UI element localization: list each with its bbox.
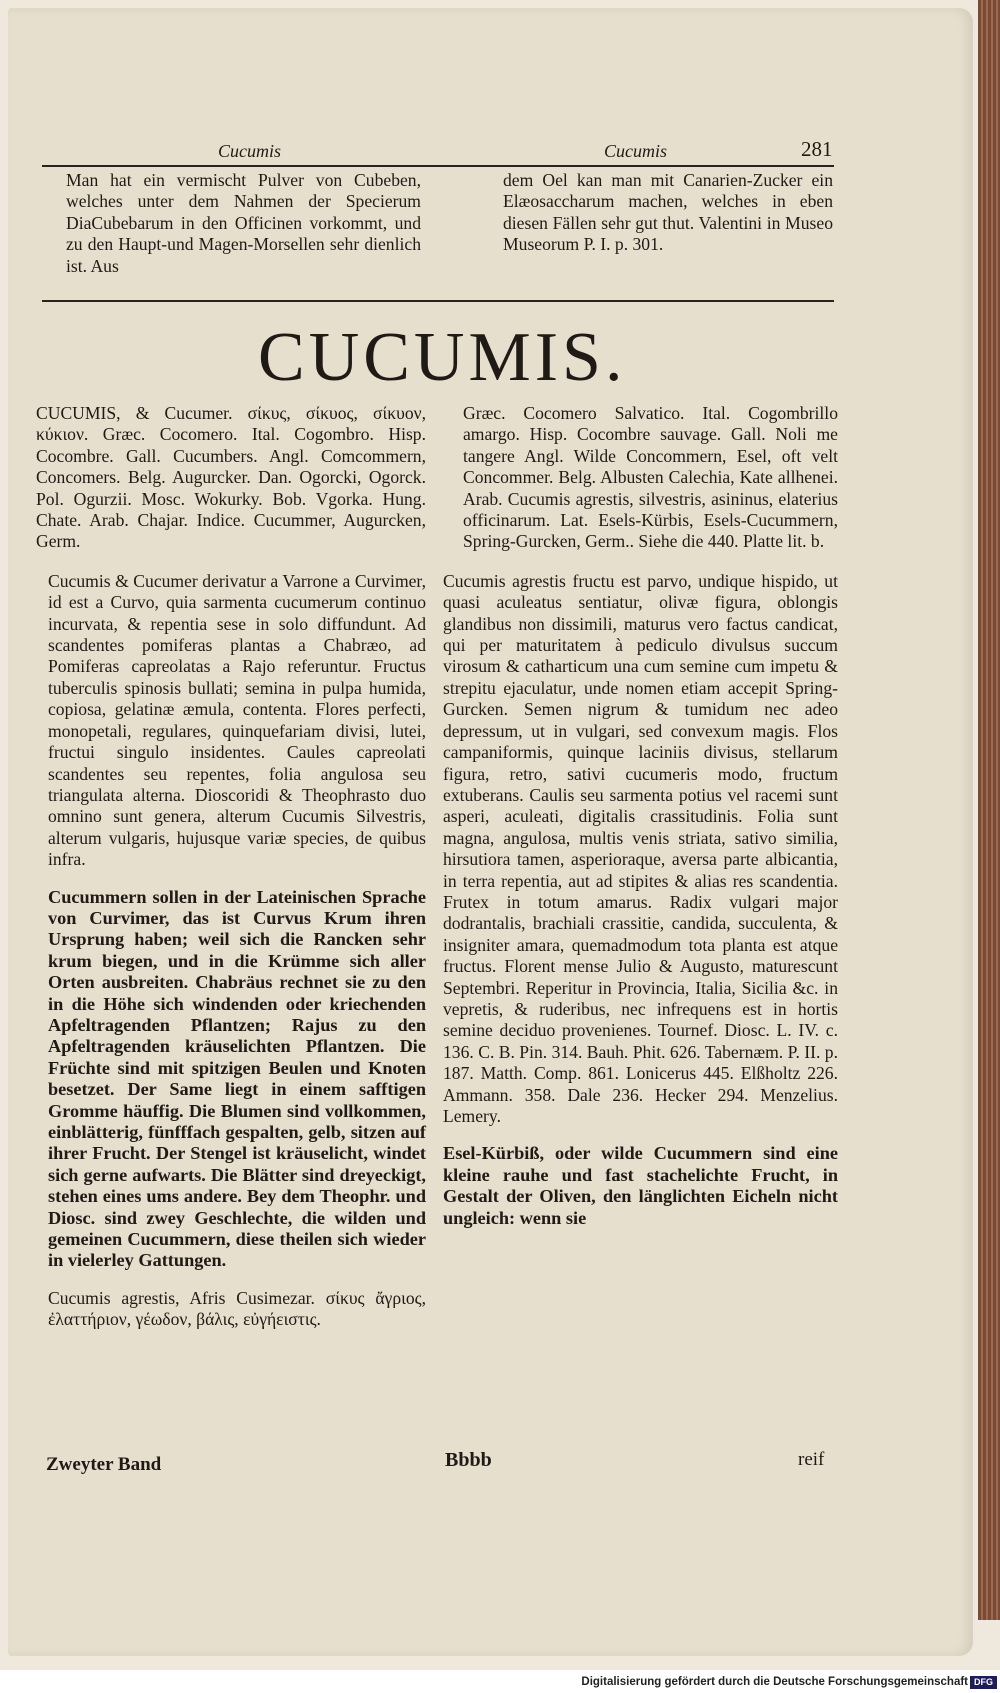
catchword: reif xyxy=(798,1449,825,1470)
agrestis-heading-paragraph: Cucumis agrestis, Afris Cusimezar. σίκυς ἄγριος, ἐλαττήριον, γέωδον, βάλις, εὐγήειστις. xyxy=(48,1287,426,1330)
page-number: 281 xyxy=(801,137,833,161)
top-right-paragraph xyxy=(503,170,833,256)
description-latin-paragraph: Cucumis agrestis fructu est parvo, undique hispido, ut quasi aculeatus sentiatur, olivæ figura, oblongis glandibus non dissimili, maturus vero factus candicat, qui per maturitatem à pediculo divulsus succum virosum & catharticum una cum semine cum impetu & strepitu ejaculatur, unde nomen etiam accepit Spring-Gurcken. Semen nigrum & tumidum nec adeo depressum, ut in vulgari, sed convexum magis. Flos campaniformis, quinque laciniis divisus, stellarum figura, retro, sativi cucumeris modo, fructum extuberans. Caulis seu sarmenta potius vel racemi sunt asperi, aculeati, digitalis crassitudinis. Folia sunt magna, angulosa, multis venis striata, sativo similia, hirsutiora tamen, asperioraque, aversa parte albicantia, in terra repentia, aut ad stipites & alias res scandentia. Frutex in totum amarus. Radix vulgari major dodrantalis, brachiali crassitie, candida, succulenta, & insigniter amara, quemadmodum tota planta est atque fructus. Florent mense Julio & Augusto, maturescunt Septembri. Reperitur in Provincia, Italia, Sicilia &c. in vepretis, & ruderibus, nec infrequens est in hortis semine deciduo provenienes. Tournef. Diosc. L. IV. c. 136. C. B. Pin. 314. Bauh. Phit. 626. Tabernæm. P. II. p. 187. Matth. Comp. 861. Lonicerus 445. Elßholtz 226. Ammann. 358. Dale 236. Hecker 294. Menzelius. Lemery. xyxy=(443,570,838,1126)
book-spine xyxy=(978,0,1000,1620)
digitization-footer xyxy=(0,1672,1000,1693)
header-rule xyxy=(42,165,834,167)
etymology-latin-paragraph: Cucumis & Cucumer derivatur a Varrone a Curvimer, id est a Curvo, quia sarmenta cucumerum continuo incurvata, & repentia sese in solo diffundunt. Ad scandentes pomiferas plantas a Chabræo, ad Pomiferas capreolatas a Rajo referuntur. Fructus tuberculis spinosis bullati; semina in pulpa humida, copiosa, gelatinæ æmula, contenta. Flores perfecti, monopetali, regulares, quinquefariam divisi, lutei, fructui singulo insidentes. Caules capreolati scandentes seu repentes, folia angulosa seu triangulata alterna. Dioscoridi & Theophrasto duo omnino sunt genera, alterum Cucumis Silvestris, alterum vulgaris, hujusque variæ species, de quibus infra. xyxy=(48,570,426,870)
volume-signature: Zweyter Band xyxy=(46,1454,162,1475)
synonyms-continued-paragraph: Græc. Cocomero Salvatico. Ital. Cogombrillo amargo. Hisp. Cocombre sauvage. Gall. Noli me tangere Angl. Wilde Concommern, Esel, oft velt Concommer. Belg. Albusten Calechia, Kate allhenei. Arab. Cucumis agrestis, silvestris, asininus, elaterius officinarum. Lat. Esels-Kürbis, Esels-Cucummern, Spring-Gurcken, Germ.. Siehe die 440. Platte lit. b. xyxy=(463,403,838,552)
page-title: CUCUMIS. xyxy=(258,319,627,396)
right-running-head: Cucumis xyxy=(604,141,667,161)
etymology-german-paragraph: Cucummern sollen in der Lateinischen Sprache von Curvimer, das ist Curvus Krum ihren Ursprung haben; weil sich die Rancken sehr krum biegen, und in die Krümme sich aller Orten ausbreiten. Chabräus rechnet sie zu den in die Höhe sich windenden oder kriechenden Apfeltragenden Pflantzen; Rajus zu den Apfeltragenden kräuselichten Pflantzen. Die Früchte sind mit spitzigen Beulen und Knoten besetzet. Der Same liegt in einem safftigen Gromme häuffig. Die Blumen sind vollkommen, einblätterig, fünfffach gespalten, gelb, sitzen auf ihrer Frucht. Der Stengel ist kräuselicht, windet sich gerne aufwarts. Die Blätter sind dreyeckigt, stehen eines ums andere. Bey dem Theophr. und Diosc. sind zwey Geschlechte, die wilden und gemeinen Cucummern, diese theilen sich wieder in vielerley Gattungen. xyxy=(48,886,426,1271)
top-left-paragraph xyxy=(66,170,421,277)
left-column xyxy=(36,403,426,1331)
top-left-text: Man hat ein vermischt Pulver von Cubeben, welches unter dem Nahmen der Specierum DiaCubebarum in den Officinen vorkommt, und zu den Haupt-und Magen-Morsellen sehr dienlich ist. Aus xyxy=(66,170,421,276)
section-rule xyxy=(42,300,834,302)
sheet-signature: Bbbb xyxy=(445,1449,492,1471)
left-running-head: Cucumis xyxy=(218,141,281,161)
top-right-text: dem Oel kan man mit Canarien-Zucker ein Elæosaccharum machen, welches in eben diesen Fällen sehr gut thut. Valentini in Museo Museorum P. I. p. 301. xyxy=(503,170,833,255)
synonyms-paragraph: CUCUMIS, & Cucumer. σίκυς, σίκυος, σίκυον, κύκιον. Græc. Cocomero. Ital. Cogombro. Hisp. Cocombre. Gall. Cucumbers. Angl. Comcommern, Concomers. Belg. Augurcker. Dan. Ogorcki, Ogorck. Pol. Ogurzii. Mosc. Wokurky. Bob. Vgorka. Hung. Chate. Arab. Chajar. Indice. Cucummer, Augurcken, Germ. xyxy=(36,403,426,552)
description-german-paragraph: Esel-Kürbiß, oder wilde Cucummern sind eine kleine rauhe und fast stachelichte Frucht, in Gestalt der Oliven, den länglichten Eicheln nicht ungleich: wenn sie xyxy=(443,1143,838,1228)
dfg-logo-icon: DFG xyxy=(970,1676,997,1689)
right-column xyxy=(443,403,838,1229)
footer-credit: Digitalisierung gefördert durch die Deutsche Forschungsgemeinschaft xyxy=(581,1676,968,1688)
book-page xyxy=(8,8,973,1656)
